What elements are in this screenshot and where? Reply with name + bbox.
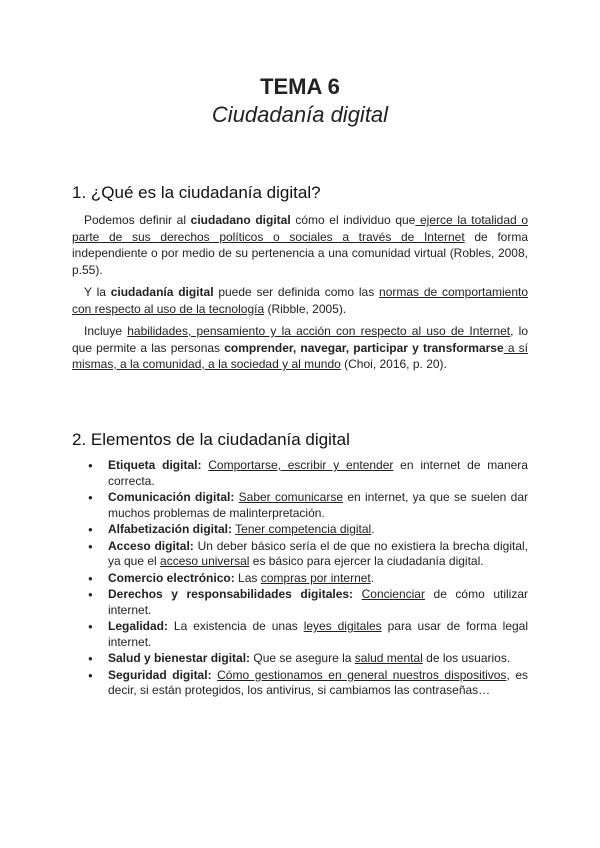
list-item [108,458,528,489]
paragraph-includes [72,323,528,373]
text-run: (Ribble, 2005). [264,301,347,316]
section-2-heading: 2. Elementos de la ciudadanía digital [72,430,350,449]
text-run: Las [234,570,261,585]
bold-term: ciudadanía digital [110,285,214,299]
list-item [108,522,528,538]
item-label: Seguridad digital: [108,667,212,682]
text-run: Un deber básico sería el de que no existiera la brecha digital, ya que el [108,538,528,568]
underlined-phrase: Concienciar [361,587,425,601]
underlined-phrase: compras por internet [260,570,371,585]
title-block [0,74,600,130]
list-item [108,490,528,521]
text-run: para usar de forma legal internet. [108,619,529,649]
text-run: (Choi, 2016, p. 20). [340,357,447,371]
text-run: . [371,522,375,536]
list-item [108,571,528,587]
text-run: Podemos definir al [84,213,191,227]
text-run: Incluye [84,324,128,338]
text-run: de forma independiente o por medio de su pertenencia a una comunidad virtual (Robles, 2008, p.55). [72,229,528,277]
text-run: en internet de manera correcta. [108,458,528,488]
item-label: Comercio electrónico: [108,570,235,585]
underlined-phrase: acceso universal [160,554,250,568]
item-label: Derechos y responsabilidades digitales: [108,587,354,601]
list-item [108,619,528,650]
section-1-heading: 1. ¿Qué es la ciudadanía digital? [72,183,321,202]
item-label: Comunicación digital: [108,490,235,504]
underlined-phrase: Cómo gestionamos en general nuestros dispositivos [217,667,507,682]
underlined-phrase: leyes digitales [303,619,382,633]
list-item [108,668,528,699]
text-run: cómo el individuo que [290,213,416,227]
text-run: puede ser definida como las [213,285,380,299]
text-run [353,587,362,601]
bold-term: ciudadano digital [190,213,291,227]
text-run: , es decir, si están protegidos, los antivirus, si cambiamos las contraseñas… [108,667,529,697]
list-item [108,587,528,618]
underlined-phrase: Comportarse, escribir y entender [208,458,394,472]
text-run: . [370,570,375,585]
underlined-phrase: salud mental [354,651,423,665]
underlined-phrase: a sí mismas, a la comunidad, a la sociedad y al mundo [72,340,528,371]
page-subtitle: Ciudadanía digital [211,102,389,127]
underlined-phrase: Tener competencia digital [235,522,372,536]
item-label: Acceso digital: [108,538,194,553]
list-item [108,539,528,570]
text-run: , lo que permite a las personas [72,324,528,355]
text-run: Y la [84,285,111,299]
underlined-phrase: Saber comunicarse [238,490,344,504]
underlined-phrase: habilidades, pensamiento y la acción con respecto al uso de Internet [127,324,511,338]
item-label: Etiqueta digital: [108,458,202,472]
underlined-phrase: ejerce la totalidad o parte de sus derechos políticos o sociales a través de Internet [72,213,529,244]
text-run: de los usuarios. [422,651,511,665]
list-item [108,651,528,667]
elements-list [72,458,528,700]
text-run: en internet, ya que se suelen dar muchos problemas de malinterpretación. [108,490,529,520]
bold-term: comprender, navegar, participar y transformarse [224,340,504,355]
item-label: Legalidad: [108,619,169,633]
paragraph-definition-citizen [72,212,528,278]
item-label: Alfabetización digital: [108,522,233,536]
text-run: es básico para ejercer la ciudadanía digital. [249,554,484,568]
page-title: TEMA 6 [260,74,340,99]
underlined-phrase: normas de comportamiento con respecto al uso de la tecnología [72,285,529,316]
text-run: La existencia de unas [168,619,304,633]
paragraph-definition-citizenship [72,284,528,317]
item-label: Salud y bienestar digital: [108,651,251,665]
text-run: de cómo utilizar internet. [108,587,528,617]
text-run: Que se asegure la [250,651,355,665]
